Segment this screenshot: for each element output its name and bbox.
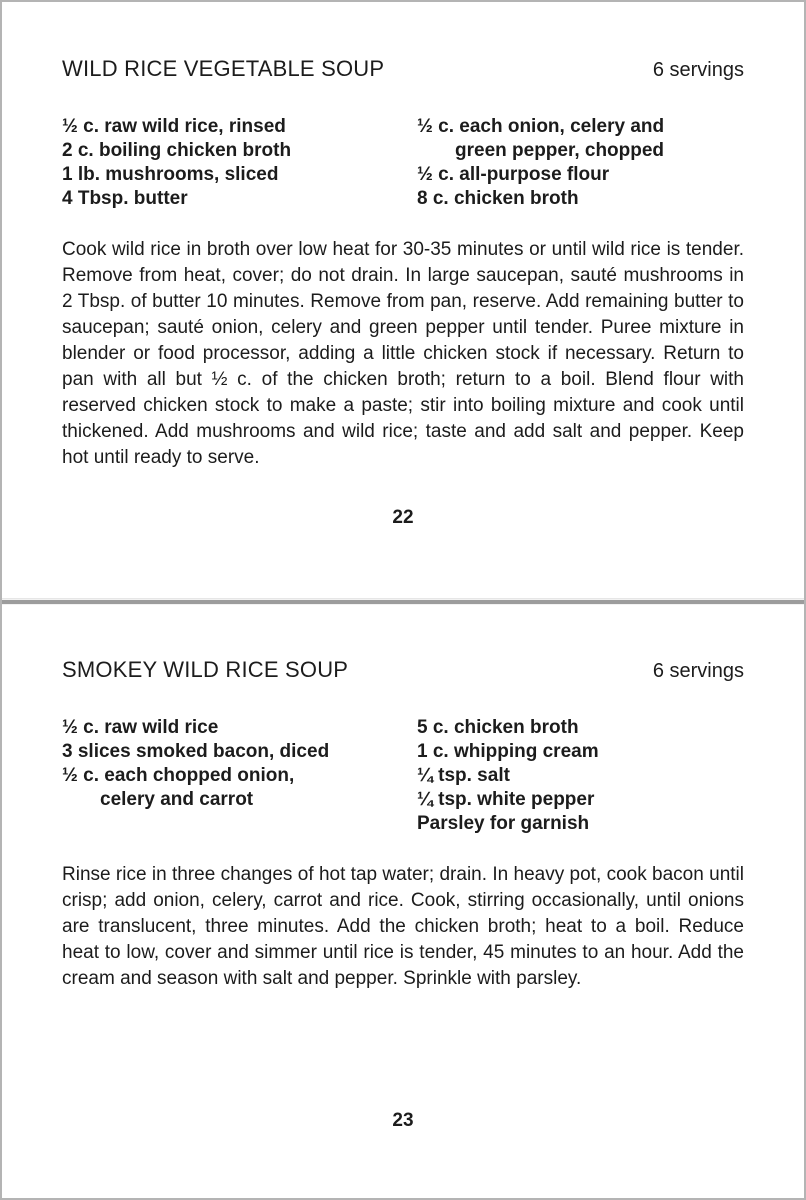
recipe-header (62, 657, 744, 684)
ingredient-line: 2 c. boiling chicken broth (62, 140, 292, 161)
ingredient-line: ½ c. each chopped onion, (62, 765, 295, 786)
ingredient-line: 3 slices smoked bacon, diced (62, 741, 330, 762)
recipe-page-22 (2, 2, 804, 598)
servings-label: 6 servings (652, 59, 744, 81)
recipe-title: WILD RICE VEGETABLE SOUP (62, 56, 385, 81)
ingredient-line: ½ c. raw wild rice, rinsed (62, 116, 286, 137)
ingredients-left-column (62, 115, 417, 211)
ingredients-right-column (417, 115, 744, 211)
ingredient-line-continuation: green pepper, chopped (455, 140, 665, 161)
ingredient-line: ¼ tsp. white pepper (417, 789, 595, 810)
ingredients-list (62, 716, 744, 836)
recipe-header (62, 56, 744, 83)
ingredient-line: Parsley for garnish (417, 813, 590, 834)
instructions-paragraph: Cook wild rice in broth over low heat for 30-35 minutes or until wild rice is tender. Remove from heat, cover; do not drain. In large saucepan, sauté mushrooms in 2 Tbsp. of butter 10 minutes. Remove from pan, reserve. Add remaining butter to saucepan; sauté onion, celery and green pepper until tender. Puree mixture in blender or food processor, adding a little chicken stock if necessary. Return to pan with all but ½ c. of the chicken broth; return to a boil. Blend flour with reserved chicken stock to make a paste; stir into boiling mixture and cook until thickened. Add mushrooms and wild rice; taste and add salt and pepper. Keep hot until ready to serve. (62, 239, 744, 468)
ingredients-right-column (417, 716, 744, 836)
ingredient-line: ½ c. each onion, celery and (417, 116, 665, 137)
page-divider (2, 598, 804, 605)
recipe-page-23 (2, 605, 804, 1200)
ingredient-line: 4 Tbsp. butter (62, 188, 188, 209)
page-number: 23 (392, 1110, 414, 1131)
ingredient-line: 8 c. chicken broth (417, 188, 579, 209)
ingredients-left-column (62, 716, 417, 836)
ingredient-line: ½ c. all-purpose flour (417, 164, 610, 185)
ingredient-line-continuation: celery and carrot (100, 789, 254, 810)
instructions-paragraph: Rinse rice in three changes of hot tap water; drain. In heavy pot, cook bacon until crisp; add onion, celery, carrot and rice. Cook, stirring occasionally, until onions are translucent, three minutes. Add the chicken broth; heat to a boil. Reduce heat to low, cover and simmer until rice is tender, 45 minutes to an hour. Add the cream and season with salt and pepper. Sprinkle with parsley. (62, 864, 744, 989)
ingredient-line: ¼ tsp. salt (417, 765, 510, 786)
page-number: 22 (392, 507, 414, 528)
servings-label: 6 servings (652, 660, 744, 682)
ingredient-line: 1 c. whipping cream (417, 741, 599, 762)
ingredient-line: 1 lb. mushrooms, sliced (62, 164, 279, 185)
ingredient-line: 5 c. chicken broth (417, 717, 579, 738)
ingredients-list (62, 115, 744, 211)
recipe-title: SMOKEY WILD RICE SOUP (62, 657, 349, 682)
ingredient-line: ½ c. raw wild rice (62, 717, 219, 738)
